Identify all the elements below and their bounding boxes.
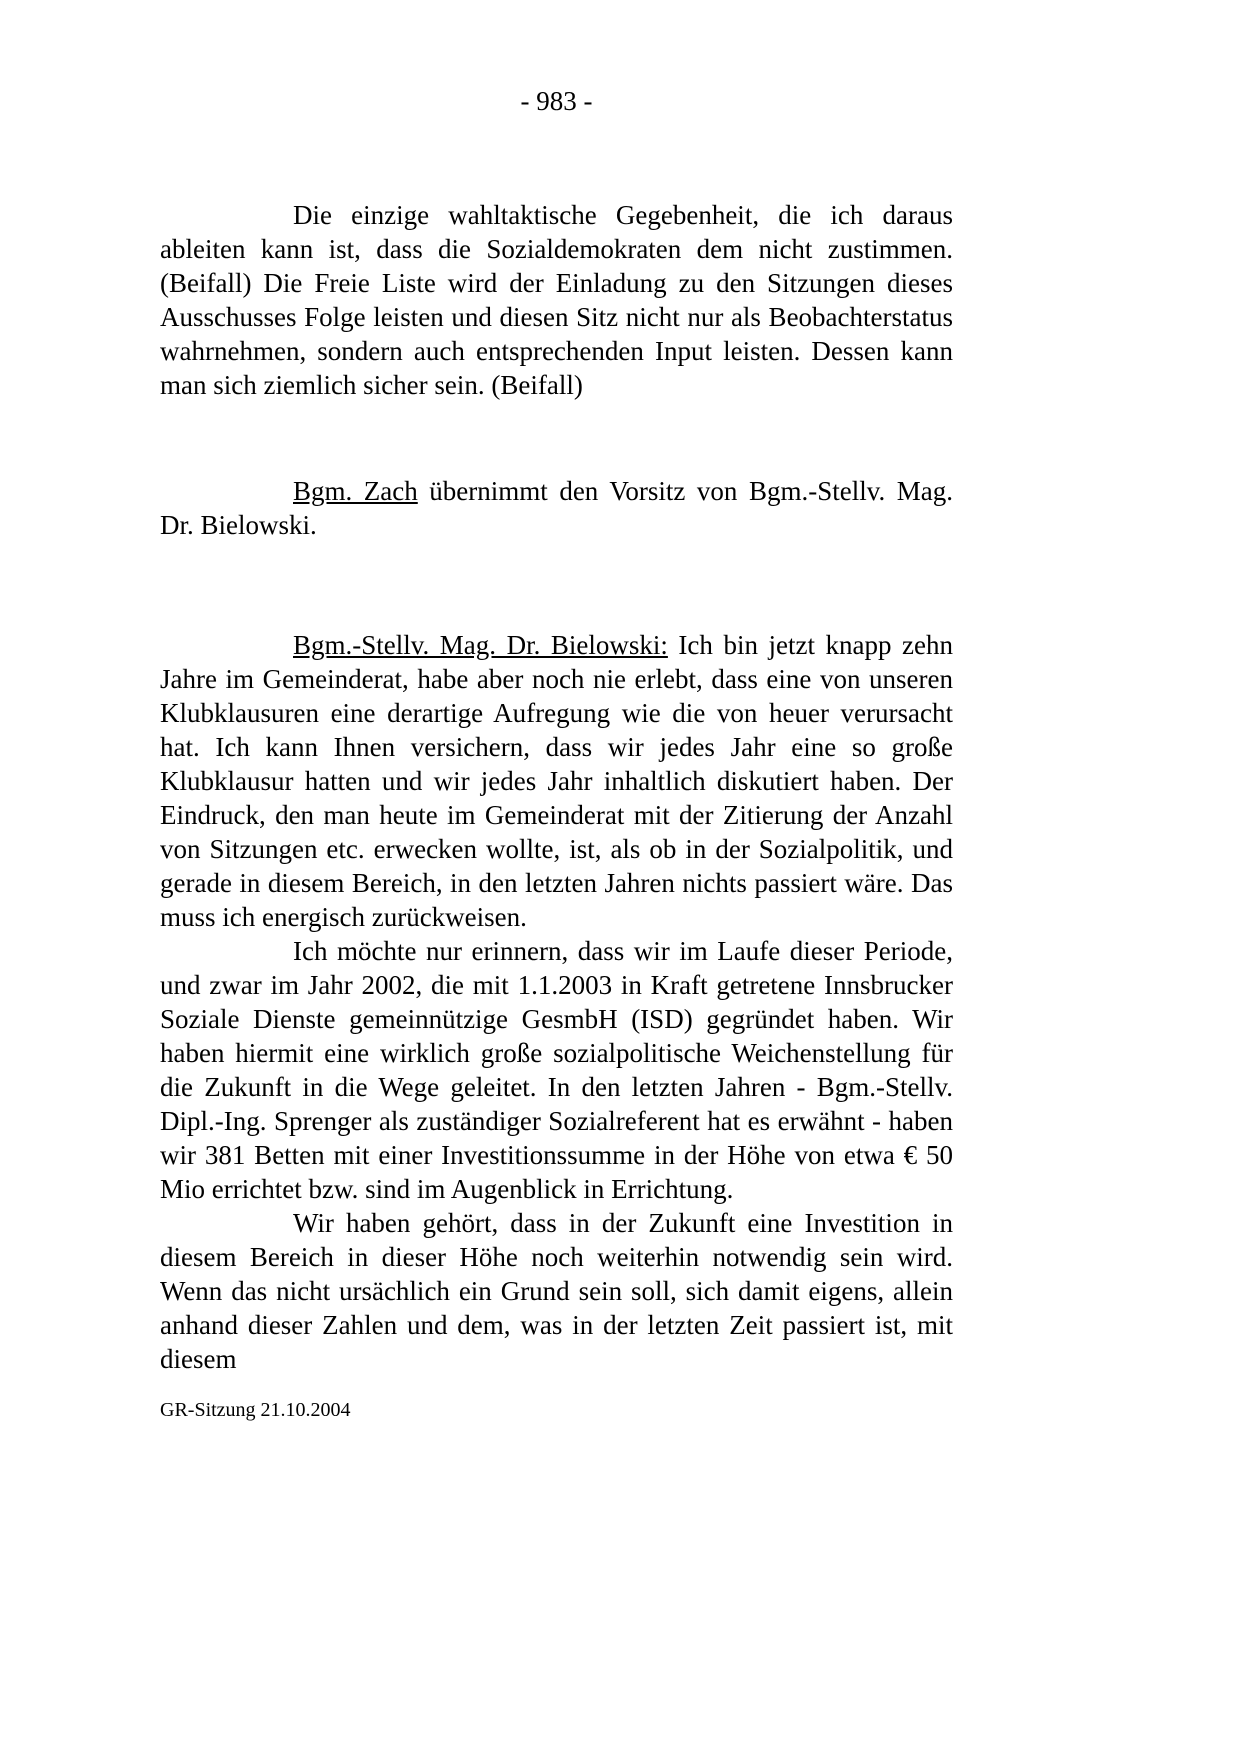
- paragraph-chair-handover: [160, 474, 953, 542]
- paragraph-speech-continuation: Die einzige wahltaktische Gegebenheit, die ich daraus ableiten kann ist, dass die Sozialdemokraten dem nicht zustimmen. (Beifall) Die Freie Liste wird der Einladung zu den Sitzungen dieses Ausschusses Folge leisten und diesen Sitz nicht nur als Beobachterstatus wahrnehmen, sondern auch entsprechenden Input leisten. Dessen kann man sich ziemlich sicher sein. (Beifall): [160, 200, 953, 400]
- bielowski-speech-text-1: Ich bin jetzt knapp zehn Jahre im Gemeinderat, habe aber noch nie erlebt, dass eine von unseren Klubklausuren eine derartige Aufregung wie die von heuer verursacht hat. Ich kann Ihnen versichern, dass wir jedes Jahr eine so große Klubklausur hatten und wir jedes Jahr inhaltlich diskutiert haben. Der Eindruck, den man heute im Gemeinderat mit der Zitierung der Anzahl von Sitzungen etc. erwecken wollte, ist, als ob in der Sozialpolitik, und gerade in diesem Bereich, in den letzten Jahren nichts passiert wäre. Das muss ich energisch zurückweisen.: [160, 630, 954, 932]
- page-number: - 983 -: [520, 86, 593, 116]
- paragraph-bielowski-speech-2: Ich möchte nur erinnern, dass wir im Laufe dieser Periode, und zwar im Jahr 2002, die mit 1.1.2003 in Kraft getretene Innsbrucker Soziale Dienste gemeinnützige GesmbH (ISD) gegründet haben. Wir haben hiermit eine wirklich große sozialpolitische Weichenstellung für die Zukunft in die Wege geleitet. In den letzten Jahren - Bgm.-Stellv. Dipl.-Ing. Sprenger als zuständiger Sozialreferent hat es erwähnt - haben wir 381 Betten mit einer Investitionssumme in der Höhe von etwa € 50 Mio errichtet bzw. sind im Augenblick in Errichtung.: [160, 936, 953, 1204]
- speaker-name-zach: Bgm. Zach: [293, 476, 418, 506]
- session-footer: GR-Sitzung 21.10.2004: [160, 1399, 351, 1421]
- speaker-name-bielowski: Bgm.-Stellv. Mag. Dr. Bielowski:: [293, 630, 668, 660]
- page-content: [160, 198, 953, 1376]
- paragraph-bielowski-speech-1: [160, 628, 953, 934]
- paragraph-bielowski-speech-3: Wir haben gehört, dass in der Zukunft eine Investition in diesem Bereich in dieser Höhe noch weiterhin notwendig sein wird. Wenn das nicht ursächlich ein Grund sein soll, sich damit eigens, allein anhand dieser Zahlen und dem, was in der letzten Zeit passiert ist, mit diesem: [160, 1208, 953, 1374]
- chair-handover-text: übernimmt den Vorsitz von Bgm.-Stellv. Mag. Dr. Bielowski.: [160, 476, 953, 540]
